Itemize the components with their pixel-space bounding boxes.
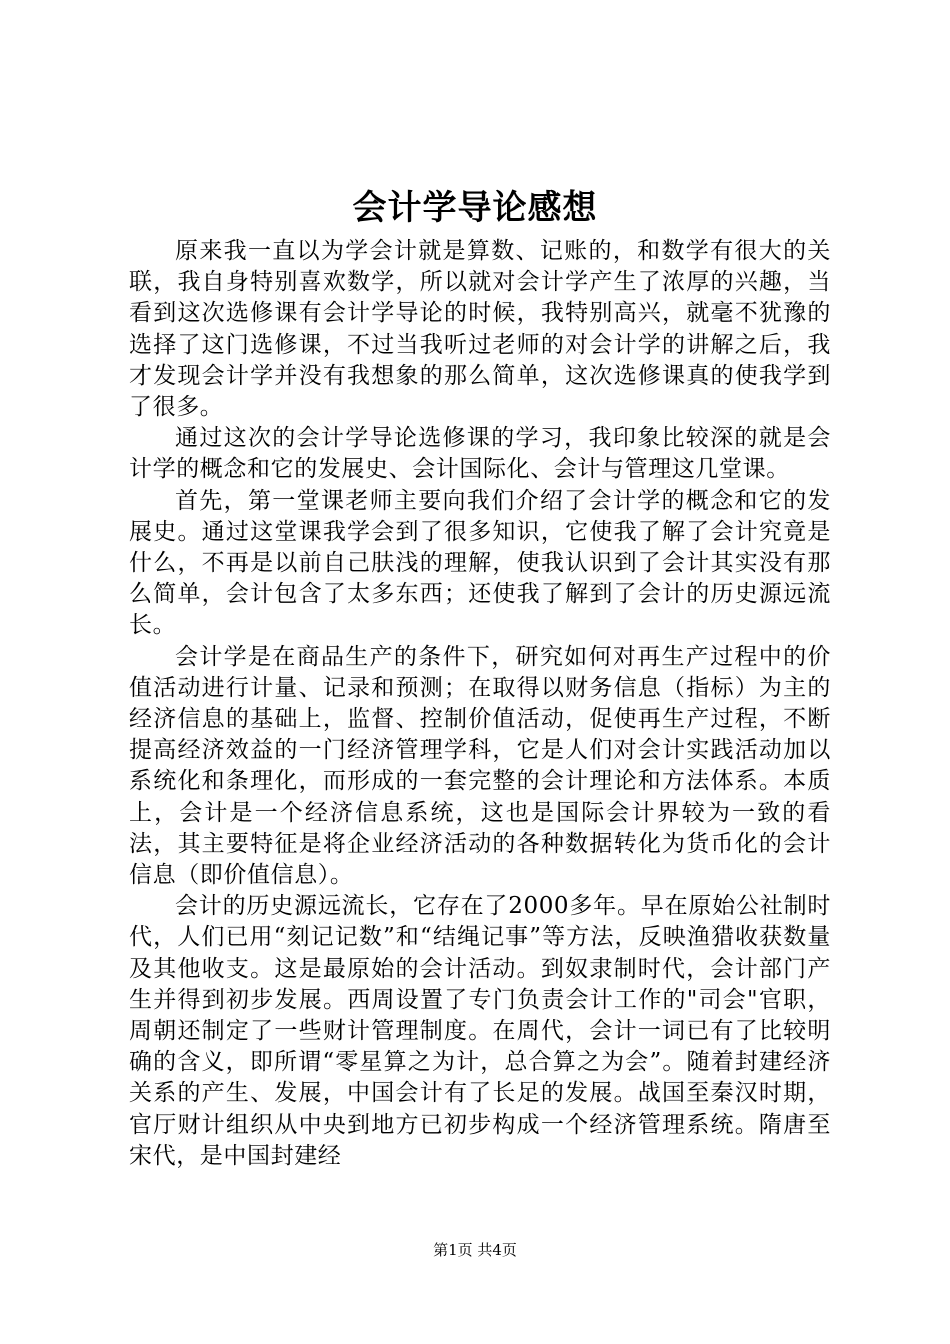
paragraph: 会计的历史源远流长，它存在了2000多年。早在原始公社制时代，人们已用“刻记记数”和“结绳记事”等方法，反映渔猎收获数量及其他收支。这是最原始的会计活动。到奴隶制时代，会计部门产生并得到初步发展。西周设置了专门负责会计工作的"司会"官职，周朝还制定了一些财计管理制度。在周代，会计一词已有了比较明确的含义，即所谓“零星算之为计，总合算之为会”。随着封建经济关系的产生、发展，中国会计有了长足的发展。战国至秦汉时期，官厅财计组织从中央到地方已初步构成一个经济管理系统。隋唐至宋代，是中国封建经 [129, 893, 831, 1169]
document-title: 会计学导论感想 [352, 188, 598, 228]
paragraph: 原来我一直以为学会计就是算数、记账的，和数学有很大的关联，我自身特别喜欢数学，所以就对会计学产生了浓厚的兴趣，当看到这次选修课有会计学导论的时候，我特别高兴，就毫不犹豫的选择了这门选修课，不过当我听过老师的对会计学的讲解之后，我才发现会计学并没有我想象的那么简单，这次选修课真的使我学到了很多。 [129, 238, 831, 421]
page-footer: 第1页 共4页 [433, 1241, 517, 1259]
paragraph: 通过这次的会计学导论选修课的学习，我印象比较深的就是会计学的概念和它的发展史、会计国际化、会计与管理这几堂课。 [129, 425, 831, 483]
document-body [129, 236, 831, 1172]
paragraph: 会计学是在商品生产的条件下，研究如何对再生产过程中的价值活动进行计量、记录和预测；在取得以财务信息（指标）为主的经济信息的基础上，监督、控制价值活动，促使再生产过程，不断提高经济效益的一门经济管理学科，它是人们对会计实践活动加以系统化和条理化，而形成的一套完整的会计理论和方法体系。本质上，会计是一个经济信息系统，这也是国际会计界较为一致的看法，其主要特征是将企业经济活动的各种数据转化为货币化的会计信息（即价值信息）。 [129, 643, 831, 889]
paragraph: 首先，第一堂课老师主要向我们介绍了会计学的概念和它的发展史。通过这堂课我学会到了很多知识，它使我了解了会计究竟是什么，不再是以前自己肤浅的理解，使我认识到了会计其实没有那么简单，会计包含了太多东西；还使我了解到了会计的历史源远流长。 [129, 487, 831, 639]
